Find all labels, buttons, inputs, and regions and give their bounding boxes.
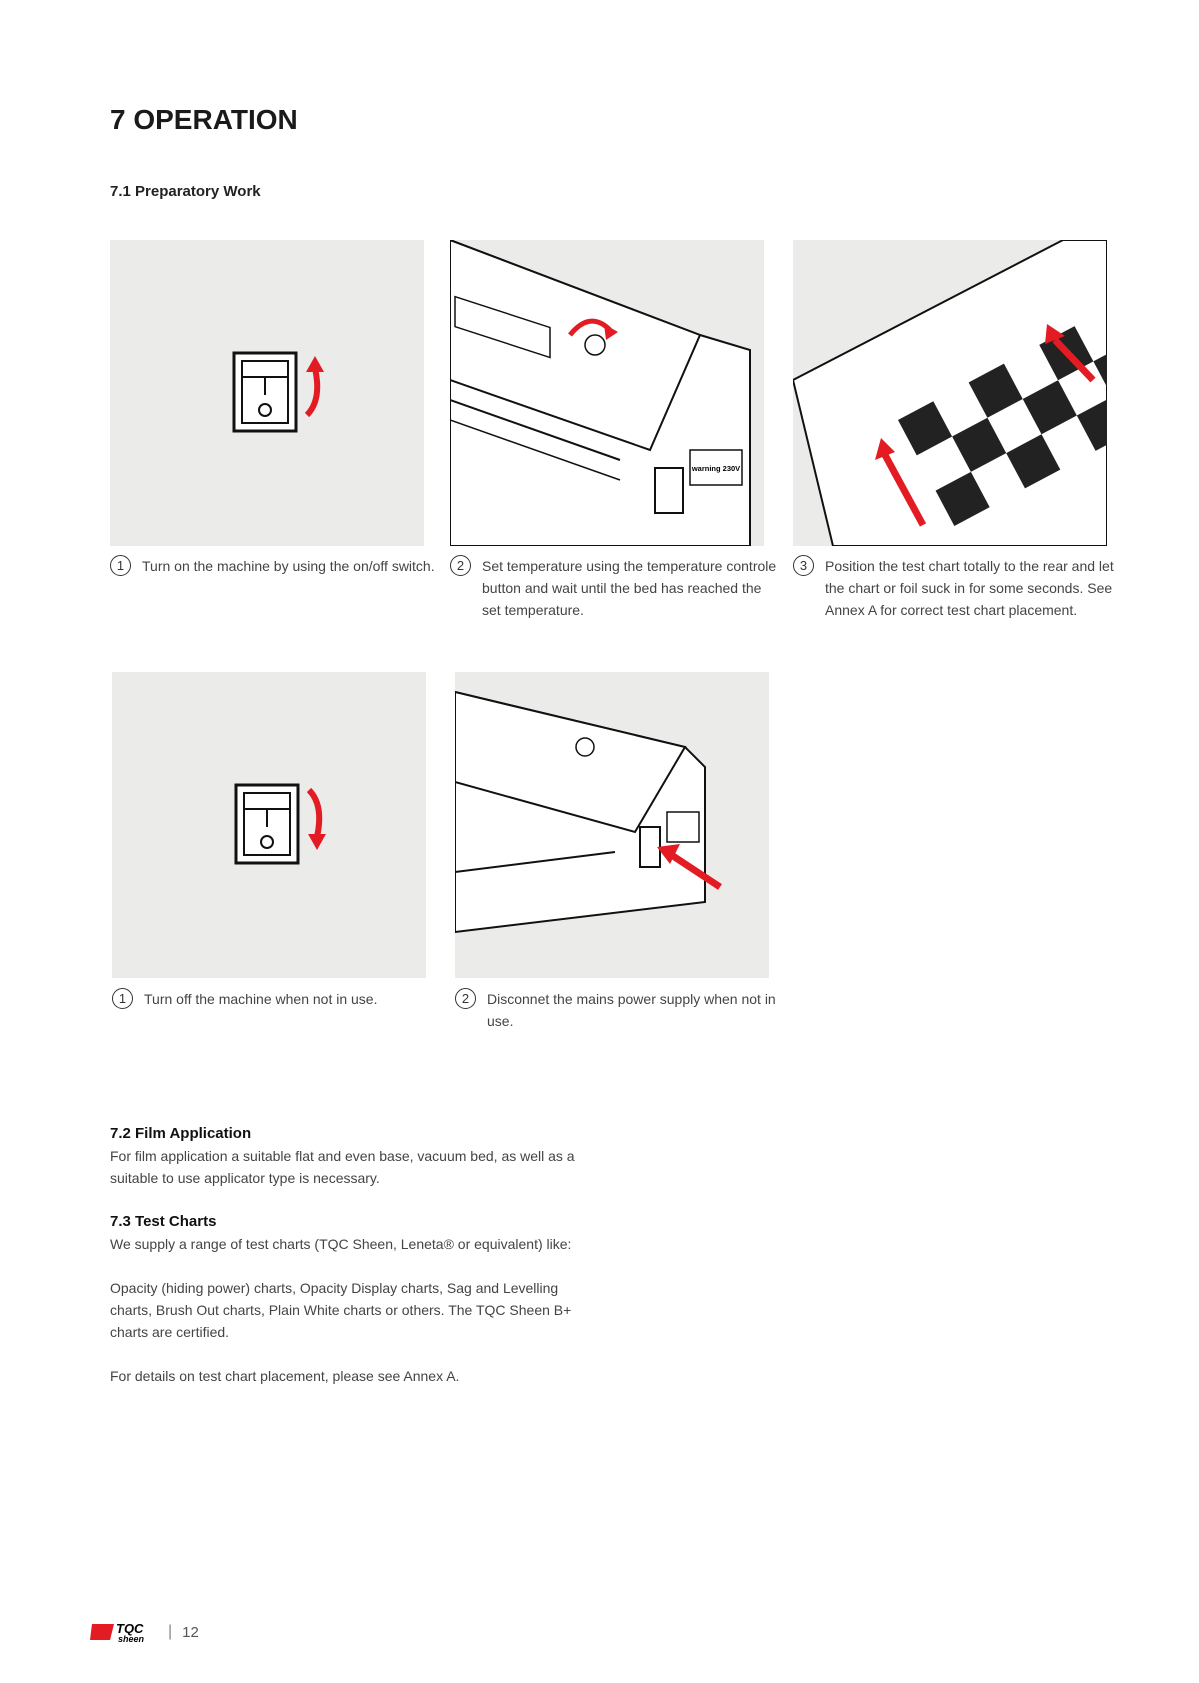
- step-on-1: [110, 555, 442, 577]
- step-text: Disconnet the mains power supply when not in use.: [487, 991, 776, 1029]
- step-number: 1: [110, 555, 131, 576]
- illustration-test-chart-placement: [793, 240, 1107, 546]
- page-title: 7 OPERATION: [110, 104, 298, 135]
- paragraph: For film application a suitable flat and even base, vacuum bed, as well as a suitable to use applicator type is necessary.: [110, 1148, 575, 1186]
- step-number: 2: [450, 555, 471, 576]
- step-off-1: [112, 988, 444, 1010]
- step-text: Turn off the machine when not in use.: [144, 991, 378, 1007]
- paragraph: We supply a range of test charts (TQC Sheen, Leneta® or equivalent) like:: [110, 1236, 572, 1252]
- illustration-temperature-control: [450, 240, 764, 546]
- illustration-disconnect-power: [455, 672, 769, 978]
- step-text: Position the test chart totally to the rear and let the chart or foil suck in for some seconds. See Annex A for correct test chart placement.: [825, 558, 1114, 618]
- temperature-knob-icon: [585, 335, 605, 355]
- footer-divider: |: [168, 1623, 173, 1640]
- section-film-application: [110, 1122, 590, 1189]
- step-number: 2: [455, 988, 476, 1009]
- step-on-2: [450, 555, 782, 621]
- page-number: 12: [182, 1623, 199, 1641]
- warning-label: warning 230V: [691, 464, 741, 473]
- tqc-sheen-logo: [88, 1620, 158, 1644]
- power-switch-on-icon: [110, 240, 424, 546]
- paragraph: Opacity (hiding power) charts, Opacity Display charts, Sag and Levelling charts, Brush Out charts, Plain White charts or others. The TQC Sheen B+ charts are certified.: [110, 1280, 572, 1340]
- power-switch-off-icon: [112, 672, 426, 978]
- illustration-switch-off: [112, 672, 426, 978]
- step-on-3: [793, 555, 1125, 621]
- illustration-switch-on: [110, 240, 424, 546]
- section-test-charts: [110, 1210, 590, 1387]
- svg-text:TQC: TQC: [116, 1621, 144, 1636]
- step-off-2: [455, 988, 787, 1032]
- step-number: 1: [112, 988, 133, 1009]
- step-number: 3: [793, 555, 814, 576]
- step-text: Turn on the machine by using the on/off switch.: [142, 558, 435, 574]
- svg-text:sheen: sheen: [118, 1634, 145, 1644]
- section-heading: 7.2 Film Application: [110, 1125, 252, 1142]
- section-heading-preparatory: 7.1 Preparatory Work: [110, 183, 261, 200]
- paragraph: For details on test chart placement, please see Annex A.: [110, 1368, 460, 1384]
- section-heading: 7.3 Test Charts: [110, 1213, 217, 1230]
- step-text: Set temperature using the temperature controle button and wait until the bed has reached the set temperature.: [482, 558, 777, 618]
- page-footer: [88, 1620, 199, 1644]
